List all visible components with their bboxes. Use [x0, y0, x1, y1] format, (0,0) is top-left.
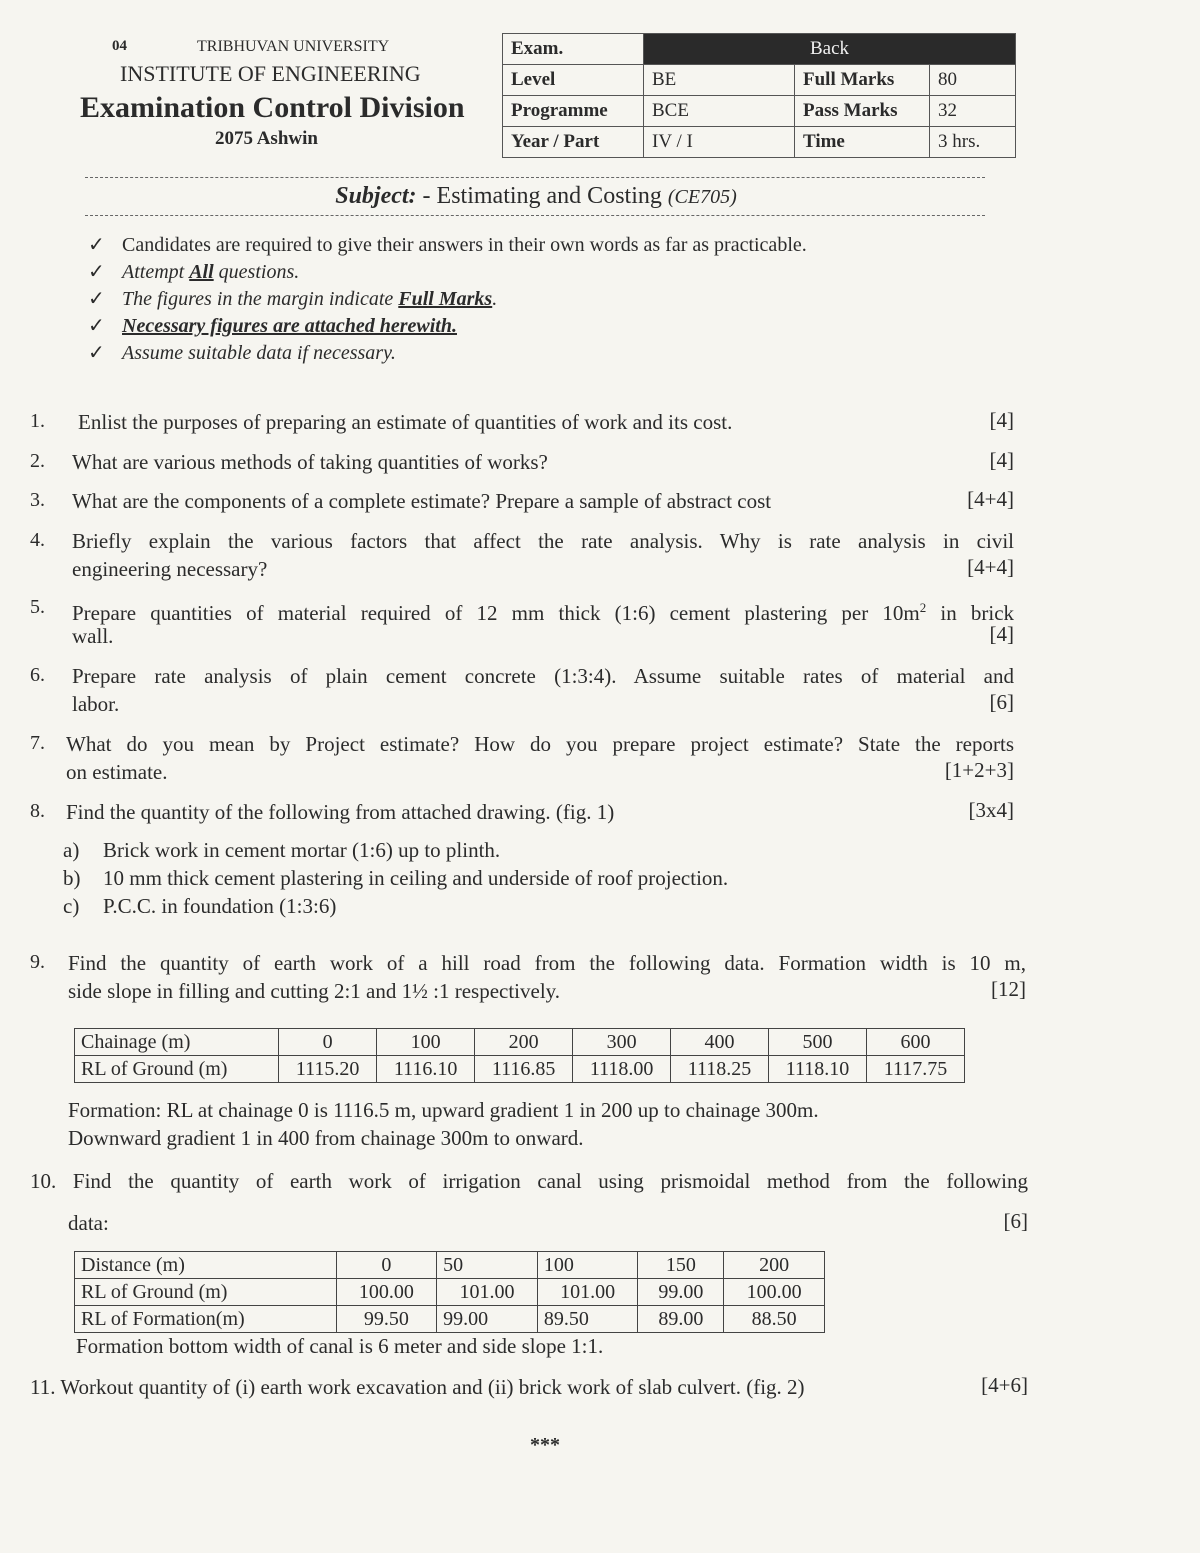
subject-line — [0, 183, 1072, 210]
table-header-cell: RL of Ground (m) — [75, 1056, 279, 1083]
table-header-cell: Chainage (m) — [75, 1029, 279, 1056]
question-1-text: Enlist the purposes of preparing an estimate of quantities of work and its cost. — [78, 410, 733, 434]
table-cell: 150 — [638, 1252, 724, 1279]
canal-table — [74, 1251, 825, 1333]
question-8-marks: [3x4] — [968, 798, 1014, 822]
question-7-number: 7. — [30, 732, 45, 754]
programme-label: Programme — [503, 96, 644, 127]
table-cell: 89.50 — [537, 1306, 638, 1333]
question-10-note: Formation bottom width of canal is 6 meter and side slope 1:1. — [76, 1334, 604, 1358]
question-11-marks: [4+6] — [981, 1373, 1028, 1397]
pass-marks-label: Pass Marks — [795, 96, 930, 127]
question-7-marks: [1+2+3] — [944, 758, 1014, 782]
full-marks-value: 80 — [930, 65, 1016, 96]
question-10-line-1: 10. Find the quantity of earth work of irrigation canal using prismoidal method from the following — [30, 1169, 1028, 1193]
instruction-5: ✓ Assume suitable data if necessary. — [88, 342, 396, 364]
question-9-number: 9. — [30, 951, 45, 973]
table-cell: 101.00 — [437, 1279, 538, 1306]
table-cell: 500 — [769, 1029, 867, 1056]
question-4-number: 4. — [30, 529, 45, 551]
question-5-marks: [4] — [989, 622, 1014, 646]
question-6-line-2: labor. — [72, 692, 120, 716]
table-cell: 50 — [437, 1252, 538, 1279]
question-4-line-1: Briefly explain the various factors that affect the rate analysis. Why is rate analysis in civil — [72, 529, 1014, 553]
paper-code: 04 — [112, 38, 127, 54]
question-6-marks: [6] — [989, 690, 1014, 714]
table-cell: 0 — [336, 1252, 437, 1279]
exam-session: 2075 Ashwin — [215, 128, 318, 149]
check-icon: ✓ — [88, 342, 105, 364]
question-6-line-1: Prepare rate analysis of plain cement concrete (1:3:4). Assume suitable rates of material and — [72, 664, 1014, 688]
question-9-line-1: Find the quantity of earth work of a hill road from the following data. Formation width is 10 m, — [68, 951, 1026, 975]
table-header-cell: RL of Ground (m) — [75, 1279, 337, 1306]
table-cell: 300 — [573, 1029, 671, 1056]
table-cell: 100.00 — [336, 1279, 437, 1306]
table-cell: 200 — [475, 1029, 573, 1056]
question-2-text: What are various methods of taking quantities of works? — [72, 450, 548, 474]
question-8-number: 8. — [30, 800, 45, 822]
time-value: 3 hrs. — [930, 127, 1016, 158]
question-2-number: 2. — [30, 450, 45, 472]
instruction-3: ✓ The figures in the margin indicate Full Marks. — [88, 288, 498, 310]
question-5-line-2: wall. — [72, 624, 114, 648]
chainage-table — [74, 1028, 965, 1083]
question-3-number: 3. — [30, 489, 45, 511]
end-marker: *** — [530, 1434, 560, 1456]
time-label: Time — [795, 127, 930, 158]
instruction-2: ✓ Attempt All questions. — [88, 261, 300, 283]
table-cell: 100 — [537, 1252, 638, 1279]
full-marks-label: Full Marks — [795, 65, 930, 96]
table-header-cell: RL of Formation(m) — [75, 1306, 337, 1333]
question-1-number: 1. — [30, 410, 45, 432]
question-7-line-2: on estimate. — [66, 760, 168, 784]
table-cell: 99.00 — [437, 1306, 538, 1333]
table-cell: 0 — [279, 1029, 377, 1056]
question-4-line-2: engineering necessary? — [72, 557, 268, 581]
question-8-part-c: c) P.C.C. in foundation (1:3:6) — [63, 894, 337, 918]
subject-label: Subject: — [335, 183, 417, 209]
question-1-marks: [4] — [989, 408, 1014, 432]
question-11-line — [30, 1373, 805, 1401]
level-label: Level — [503, 65, 644, 96]
question-4-marks: [4+4] — [967, 555, 1014, 579]
table-row — [75, 1279, 825, 1306]
instruction-1: ✓ Candidates are required to give their answers in their own words as far as practicable. — [88, 234, 807, 256]
table-cell: 100 — [377, 1029, 475, 1056]
table-cell: 400 — [671, 1029, 769, 1056]
table-cell: 100.00 — [724, 1279, 825, 1306]
year-part-label: Year / Part — [503, 127, 644, 158]
question-8-part-a: a) Brick work in cement mortar (1:6) up to plinth. — [63, 838, 501, 862]
question-11-number: 11. — [30, 1375, 56, 1399]
question-9-formation-2: Downward gradient 1 in 400 from chainage 300m to onward. — [68, 1126, 584, 1150]
question-7-line-1: What do you mean by Project estimate? How do you prepare project estimate? State the reports — [66, 732, 1014, 756]
question-10-marks: [6] — [1003, 1209, 1028, 1233]
table-cell: 99.00 — [638, 1279, 724, 1306]
subject-title: - Estimating and Costing — [422, 183, 662, 209]
question-2-marks: [4] — [989, 448, 1014, 472]
table-row — [75, 1252, 825, 1279]
table-header-cell: Distance (m) — [75, 1252, 337, 1279]
check-icon: ✓ — [88, 315, 105, 337]
check-icon: ✓ — [88, 288, 105, 310]
table-cell: 600 — [867, 1029, 965, 1056]
subject-code: (CE705) — [667, 186, 737, 208]
question-9-line-2: side slope in filling and cutting 2:1 and 1½ :1 respectively. — [68, 979, 561, 1003]
table-cell: 1116.85 — [475, 1056, 573, 1083]
question-10-line-2: data: — [68, 1211, 109, 1235]
exam-label: Exam. — [503, 34, 644, 65]
table-cell: 1118.25 — [671, 1056, 769, 1083]
institute-name: INSTITUTE OF ENGINEERING — [120, 61, 421, 86]
exam-info-table — [502, 33, 1016, 158]
divider-bottom — [85, 215, 985, 216]
table-cell: 1115.20 — [279, 1056, 377, 1083]
table-row — [75, 1056, 965, 1083]
question-8-text: Find the quantity of the following from attached drawing. (fig. 1) — [66, 800, 615, 824]
question-5-number: 5. — [30, 596, 45, 618]
table-row — [75, 1029, 965, 1056]
table-cell: 99.50 — [336, 1306, 437, 1333]
division-title: Examination Control Division — [80, 91, 465, 124]
table-cell: 101.00 — [537, 1279, 638, 1306]
question-3-marks: [4+4] — [967, 487, 1014, 511]
level-value: BE — [644, 65, 795, 96]
check-icon: ✓ — [88, 261, 105, 283]
university-name: TRIBHUVAN UNIVERSITY — [197, 38, 390, 55]
table-cell: 200 — [724, 1252, 825, 1279]
table-cell: 1116.10 — [377, 1056, 475, 1083]
table-cell: 89.00 — [638, 1306, 724, 1333]
question-3-text: What are the components of a complete estimate? Prepare a sample of abstract cost — [72, 489, 772, 513]
question-6-number: 6. — [30, 664, 45, 686]
instruction-4: ✓ Necessary figures are attached herewith. — [88, 315, 457, 337]
question-9-formation-1: Formation: RL at chainage 0 is 1116.5 m, upward gradient 1 in 200 up to chainage 300m. — [68, 1098, 819, 1122]
table-cell: 88.50 — [724, 1306, 825, 1333]
table-row — [75, 1306, 825, 1333]
table-cell: 1118.10 — [769, 1056, 867, 1083]
question-10-number: 10. — [30, 1169, 57, 1193]
divider-top — [85, 177, 985, 178]
question-11-text: Workout quantity of (i) earth work excavation and (ii) brick work of slab culvert. (fig. 2) — [60, 1375, 805, 1399]
table-cell: 1117.75 — [867, 1056, 965, 1083]
exam-value: Back — [644, 34, 1016, 65]
programme-value: BCE — [644, 96, 795, 127]
question-5-line-1: Prepare quantities of material required of 12 mm thick (1:6) cement plastering per $10m^2$ in brick — [72, 600, 1015, 625]
check-icon: ✓ — [88, 234, 105, 256]
question-8-part-b: b) 10 mm thick cement plastering in ceiling and underside of roof projection. — [63, 866, 729, 890]
year-part-value: IV / I — [644, 127, 795, 158]
pass-marks-value: 32 — [930, 96, 1016, 127]
table-cell: 1118.00 — [573, 1056, 671, 1083]
question-9-marks: [12] — [991, 977, 1026, 1001]
